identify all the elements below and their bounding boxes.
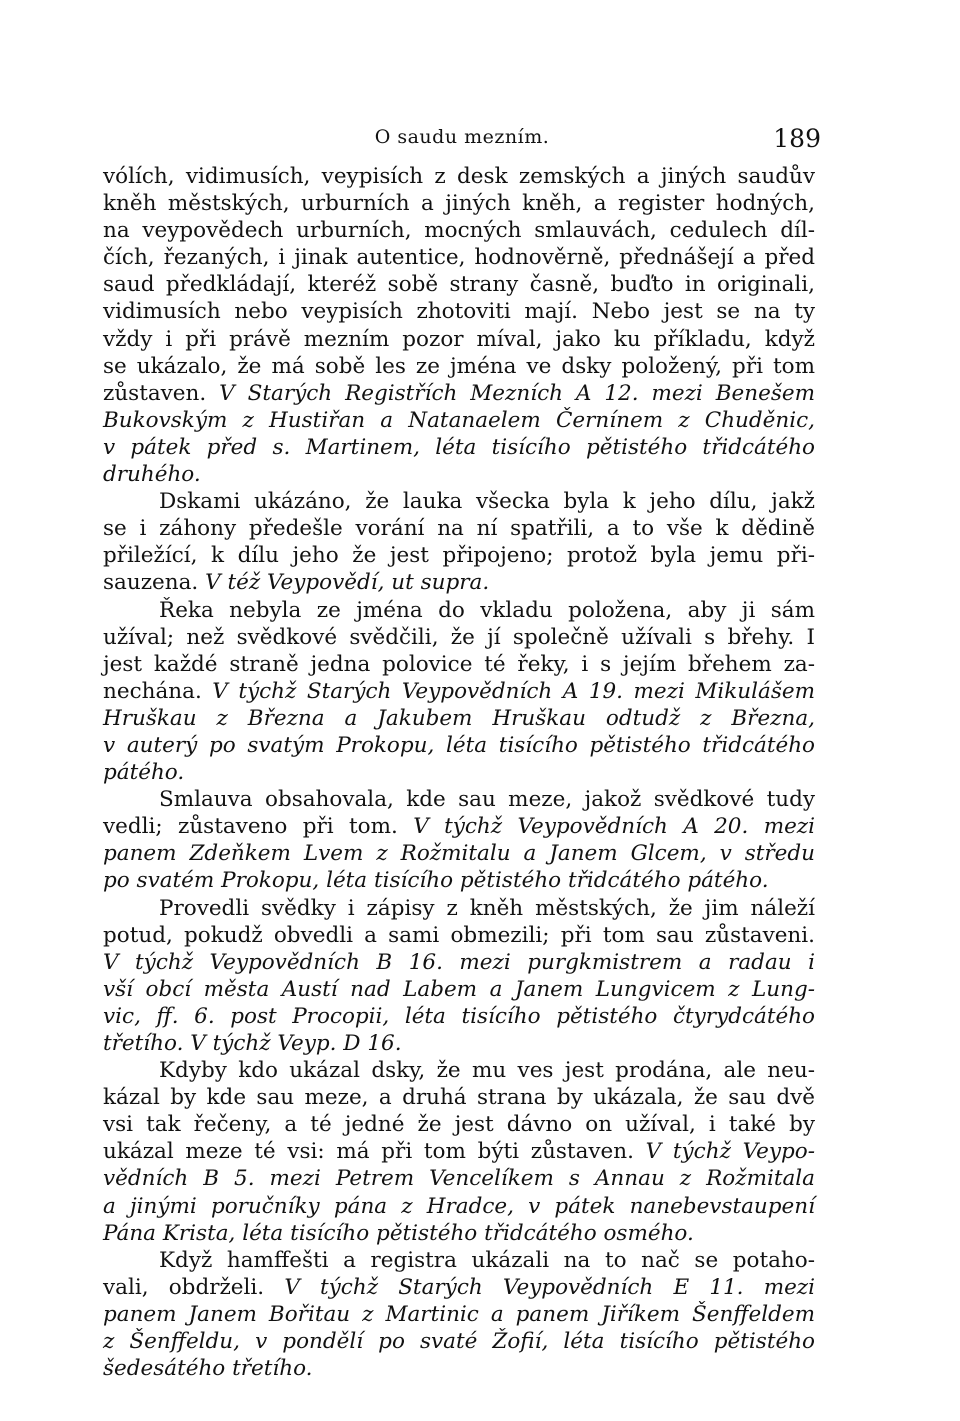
text-segment: vsi tak řečeny, a té jedné že jest dávno on užíval, i také by [103, 1112, 815, 1138]
text-line [103, 1057, 815, 1084]
italic-citation: V týchž Starých Veypovědních A 19. mezi Mikulášem [212, 678, 815, 704]
text-line [103, 922, 815, 949]
italic-citation: Bukovským z Hustiřan a Natanaelem Černínem z Chuděnic, [103, 407, 815, 433]
text-line [103, 1111, 815, 1138]
italic-citation: v pátek před s. Martinem, léta tisícího pětistého třidcátého [103, 434, 815, 460]
text-line [103, 1003, 815, 1030]
italic-citation: V Starých Registřích Mezních A 12. mezi Benešem [219, 380, 815, 406]
italic-citation: po svatém Prokopu, léta tisícího pětistého třidcátého pátého. [103, 868, 769, 894]
text-segment: vedli; zůstaveno při tom. [103, 814, 414, 840]
text-line [103, 434, 815, 461]
text-line [103, 271, 815, 298]
text-line [103, 1220, 815, 1247]
italic-citation: vší obcí města Austí nad Labem a Janem Lungvicem z Lung- [103, 976, 815, 1002]
italic-citation: druhého. [103, 462, 201, 488]
text-line [103, 1301, 815, 1328]
italic-citation: v auterý po svatým Prokopu, léta tisícího pětistého třidcátého [103, 732, 815, 758]
text-line [103, 1138, 815, 1165]
text-line [103, 407, 815, 434]
text-line [103, 840, 815, 867]
text-segment: kázal by kde sau meze, a druhá strana by ukázala, že sau dvě [103, 1085, 815, 1111]
text-segment: vali, obdrželi. [103, 1274, 285, 1300]
running-head [103, 124, 821, 158]
text-line [103, 678, 815, 705]
text-segment: vólích, vidimusích, veypisích z desk zemských a jiných saudův [103, 164, 815, 189]
text-segment: Dskami ukázáno, že lauka všecka byla k jeho dílu, jakž [159, 489, 815, 515]
text-line [103, 542, 815, 569]
italic-citation: V týchž Veypo- [645, 1139, 815, 1165]
text-line [103, 949, 815, 976]
text-segment: vidimusích nebo veypisích zhotoviti mají. Nebo jest se na ty [103, 299, 815, 325]
text-line [103, 1355, 815, 1382]
italic-citation: a jinými poručníky pána z Hradce, v pátek nanebevstaupení [103, 1193, 815, 1219]
italic-citation: V též Veypovědí, ut supra. [205, 570, 490, 596]
italic-citation: vědních B 5. mezi Petrem Vencelíkem s Annau z Rožmitala [103, 1166, 815, 1192]
text-segment: kněh městských, urburních a jiných kněh, a register hodných, [103, 191, 815, 217]
text-line [103, 244, 815, 271]
text-segment: zůstaven. [103, 380, 220, 406]
text-line [103, 813, 815, 840]
text-segment: saud předkládají, kteréž sobě strany časně, buďto in originali, [103, 272, 815, 298]
italic-citation: vic, ff. 6. post Procopii, léta tisícího pětistého čtyrydcátého [103, 1003, 815, 1029]
text-line [103, 732, 815, 759]
text-line [103, 380, 815, 407]
text-segment: užíval; než svědkové svědčili, že jí společně užívali s břehy. I [103, 624, 815, 650]
text-segment: Když hamffešti a registra ukázali na to nač se potaho- [159, 1247, 815, 1273]
text-segment: na veypovědech urburních, mocných smlauvách, cedulech díl- [103, 218, 815, 244]
text-line [103, 651, 815, 678]
text-line [103, 1165, 815, 1192]
italic-citation: Hruškau z Března a Jakubem Hruškau odtudž z Března, [103, 705, 815, 731]
italic-citation: V týchž Veypovědních B 16. mezi purgkmistrem a radau i [103, 949, 815, 975]
text-line [103, 1084, 815, 1111]
text-line [103, 569, 815, 596]
text-line [103, 353, 815, 380]
text-line [103, 461, 815, 488]
text-line [103, 515, 815, 542]
text-line [103, 1193, 815, 1220]
body-text [103, 163, 815, 1382]
text-line [103, 895, 815, 922]
text-segment: Smlauva obsahovala, kde sau meze, jakož svědkové tudy [159, 787, 815, 813]
italic-citation: V týchž Starých Veypovědních E 11. mezi [284, 1274, 816, 1300]
text-segment: nechána. [103, 678, 213, 704]
text-segment: Provedli svědky i zápisy z kněh městských, že jim náleží [159, 895, 815, 921]
text-segment: Kdyby kdo ukázal dsky, že mu ves jest prodána, ale neu- [159, 1058, 815, 1084]
text-line [103, 597, 815, 624]
text-line [103, 786, 815, 813]
text-segment: jest každé straně jedna polovice té řeky, i s jejím břehem za- [103, 651, 815, 677]
italic-citation: z Šenffeldu, v pondělí po svaté Žofií, léta tisícího pětistého [103, 1329, 815, 1355]
text-line [103, 1030, 815, 1057]
text-segment: Řeka nebyla ze jména do vkladu položena, aby ji sám [159, 597, 815, 623]
text-segment: čích, řezaných, i jinak autentice, hodnověrně, přednášejí a před [103, 245, 815, 271]
text-segment: ukázal meze té vsi: má při tom býti zůstaven. [103, 1139, 646, 1165]
text-line [103, 1328, 815, 1355]
text-line [103, 298, 815, 325]
page-number: 189 [773, 124, 821, 153]
text-segment: potud, pokudž obvedli a sami obmezili; při tom sau zůstaveni. [103, 922, 815, 948]
italic-citation: V týchž Veypovědních A 20. mezi [413, 814, 816, 840]
text-line [103, 190, 815, 217]
text-line [103, 976, 815, 1003]
text-line [103, 1247, 815, 1274]
text-segment: se ukázalo, že má sobě les ze jména ve dsky položený, při tom [103, 353, 815, 379]
text-segment: přiležící, k dílu jeho že jest připojeno; protož byla jemu při- [103, 543, 815, 569]
text-line [103, 163, 815, 190]
text-line [103, 488, 815, 515]
text-segment: vždy i při právě mezním pozor míval, jako ku příkladu, když [103, 326, 815, 352]
italic-citation: šedesátého třetího. [103, 1356, 313, 1382]
text-line [103, 624, 815, 651]
text-line [103, 867, 815, 894]
italic-citation: třetího. V týchž Veyp. D 16. [103, 1031, 402, 1056]
text-segment: sauzena. [103, 570, 206, 596]
text-segment: se i záhony předešle vorání na ní spatřili, a to vše k dědině [103, 516, 815, 542]
italic-citation: panem Zdeňkem Lvem z Rožmitalu a Janem Glcem, v středu [103, 841, 815, 867]
text-line [103, 217, 815, 244]
text-line [103, 759, 815, 786]
text-line [103, 705, 815, 732]
italic-citation: pátého. [103, 760, 185, 786]
text-line [103, 326, 815, 353]
text-line [103, 1274, 815, 1301]
italic-citation: Pána Krista, léta tisícího pětistého třidcátého osmého. [103, 1220, 694, 1246]
running-title: O saudu mezním. [374, 126, 550, 148]
italic-citation: panem Janem Bořitau z Martinic a panem Jiříkem Šenffeldem [103, 1301, 815, 1327]
